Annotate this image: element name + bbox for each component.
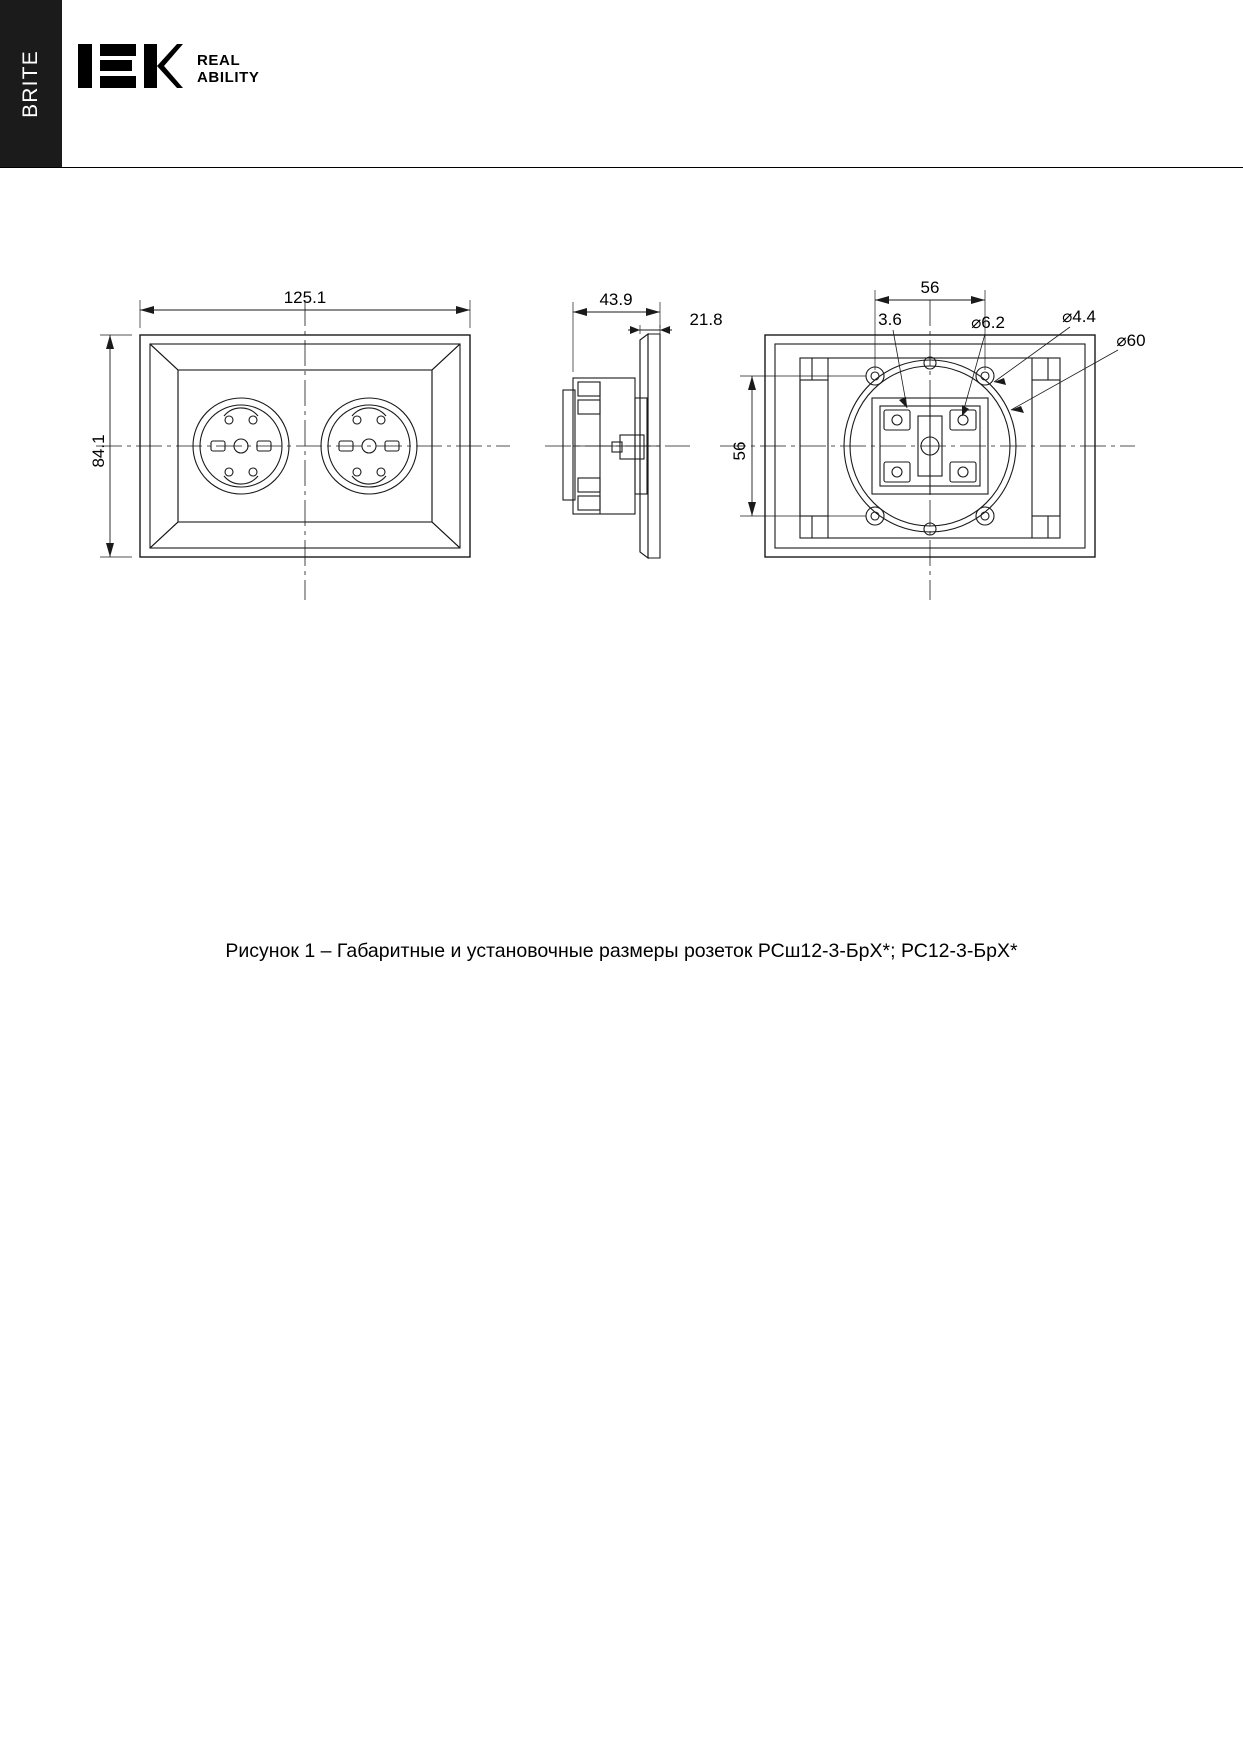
drawing-svg: [0, 230, 1243, 650]
iek-logo-icon: [78, 40, 183, 97]
logo-block: [78, 40, 260, 97]
brand-tab-label: BRITE: [19, 50, 42, 118]
page-header: [0, 0, 1243, 168]
figure-caption: Рисунок 1 – Габаритные и установочные размеры розеток РСш12-3-БрХ*; РС12-3-БрХ*: [225, 940, 1018, 962]
dim-label-diam-4-4: ⌀4.4: [1062, 307, 1096, 326]
dim-label-125-1: 125.1: [283, 288, 327, 307]
technical-drawing: [0, 230, 1243, 650]
logo-tagline-line1: REAL: [197, 51, 241, 69]
dim-label-diam-60: ⌀60: [1116, 331, 1146, 350]
dim-label-84-1: 84.1: [89, 434, 108, 468]
header-divider: [0, 167, 1243, 168]
mounting-view: [720, 290, 1135, 600]
dim-label-diam-6-2: ⌀6.2: [971, 313, 1005, 332]
dim-label-43-9: 43.9: [599, 290, 633, 309]
front-view: [96, 300, 510, 600]
brand-tab: [0, 0, 62, 168]
dim-label-21-8: 21.8: [689, 310, 723, 329]
logo-tagline: [197, 52, 260, 86]
side-view: [545, 302, 690, 558]
logo-tagline-line2: ABILITY: [197, 68, 260, 86]
dim-label-56-horizontal: 56: [920, 278, 940, 297]
dim-label-56-vertical: 56: [730, 441, 749, 461]
dim-label-3-6: 3.6: [878, 310, 902, 329]
